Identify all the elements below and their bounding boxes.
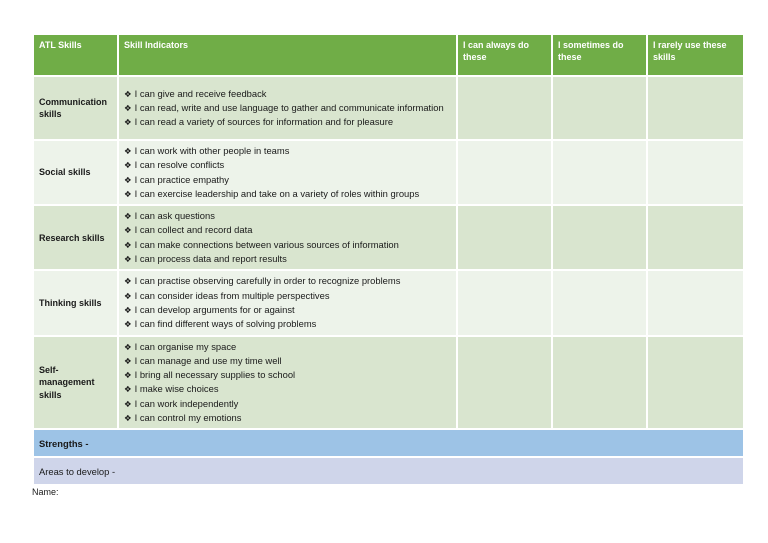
rating-cell-sometimes[interactable] <box>553 141 646 204</box>
header-always: I can always do these <box>458 35 551 75</box>
table-header-row <box>34 35 743 75</box>
skill-indicator <box>124 238 451 252</box>
rating-cell-rarely[interactable] <box>648 271 743 334</box>
diamond-bullet-icon: ❖ <box>124 370 132 381</box>
atl-skills-document <box>34 33 743 497</box>
skill-indicator-text: I can control my emotions <box>134 412 242 424</box>
skill-indicator <box>124 87 451 101</box>
skill-indicator-text: I can read, write and use language to gather and communicate information <box>134 101 444 113</box>
header-atl-skills: ATL Skills <box>34 35 117 75</box>
skill-indicator <box>124 274 451 288</box>
skill-indicators-cell <box>119 271 456 334</box>
diamond-bullet-icon: ❖ <box>124 341 132 352</box>
skill-indicator <box>124 354 451 368</box>
skill-indicator <box>124 411 451 425</box>
diamond-bullet-icon: ❖ <box>124 117 132 128</box>
diamond-bullet-icon: ❖ <box>124 290 132 301</box>
table-row <box>34 141 743 204</box>
skill-indicators-cell <box>119 77 456 139</box>
rating-cell-always[interactable] <box>458 77 551 139</box>
skill-indicator <box>124 303 451 317</box>
atl-skills-table <box>32 33 745 486</box>
atl-skill-name: Thinking skills <box>34 271 117 334</box>
skill-indicator <box>124 382 451 396</box>
diamond-bullet-icon: ❖ <box>124 188 132 199</box>
skill-indicator <box>124 252 451 266</box>
areas-to-develop-label[interactable]: Areas to develop - <box>34 458 743 484</box>
skill-indicator <box>124 397 451 411</box>
skill-indicators-cell <box>119 141 456 204</box>
header-skill-indicators: Skill Indicators <box>119 35 456 75</box>
atl-skill-name: Social skills <box>34 141 117 204</box>
rating-cell-sometimes[interactable] <box>553 206 646 269</box>
diamond-bullet-icon: ❖ <box>124 211 132 222</box>
diamond-bullet-icon: ❖ <box>124 146 132 156</box>
rating-cell-always[interactable] <box>458 271 551 334</box>
skill-indicator-text: I can organise my space <box>134 340 237 352</box>
skill-indicator <box>124 144 451 158</box>
table-row <box>34 206 743 269</box>
skill-indicator-text: I can manage and use my time well <box>134 354 282 366</box>
skill-indicator-text: I bring all necessary supplies to school <box>134 369 296 381</box>
diamond-bullet-icon: ❖ <box>124 384 132 395</box>
rating-cell-rarely[interactable] <box>648 206 743 269</box>
skill-indicator-text: I can give and receive feedback <box>134 87 267 99</box>
diamond-bullet-icon: ❖ <box>124 88 132 99</box>
skill-indicator <box>124 158 451 172</box>
skill-indicator-text: I can process data and report results <box>134 253 287 265</box>
atl-skill-name: Self-management skills <box>34 337 117 429</box>
skill-indicator <box>124 368 451 382</box>
skill-indicator-text: I can ask questions <box>134 210 215 222</box>
diamond-bullet-icon: ❖ <box>124 239 132 250</box>
name-label: Name: <box>32 487 59 498</box>
rating-cell-always[interactable] <box>458 337 551 429</box>
diamond-bullet-icon: ❖ <box>124 254 132 265</box>
skill-indicator <box>124 289 451 303</box>
skill-indicators-cell <box>119 337 456 429</box>
diamond-bullet-icon: ❖ <box>124 276 132 287</box>
diamond-bullet-icon: ❖ <box>124 413 132 424</box>
skill-indicator <box>124 209 451 223</box>
rating-cell-always[interactable] <box>458 206 551 269</box>
rating-cell-sometimes[interactable] <box>553 271 646 334</box>
skill-indicator-text: I can read a variety of sources for information and for pleasure <box>134 116 394 128</box>
table-row <box>34 271 743 334</box>
skill-indicator <box>124 317 451 331</box>
skill-indicator <box>124 340 451 354</box>
diamond-bullet-icon: ❖ <box>124 304 132 315</box>
header-sometimes: I sometimes do these <box>553 35 646 75</box>
skill-indicator-text: I can collect and record data <box>134 224 253 236</box>
header-rarely: I rarely use these skills <box>648 35 743 75</box>
skill-indicator <box>124 115 451 129</box>
atl-skill-name: Research skills <box>34 206 117 269</box>
diamond-bullet-icon: ❖ <box>124 160 132 171</box>
skill-indicator-text: I can make connections between various sources of information <box>134 238 399 250</box>
skill-indicator <box>124 101 451 115</box>
skill-indicator-text: I can consider ideas from multiple perspectives <box>134 289 330 301</box>
areas-to-develop-row <box>34 458 743 484</box>
skill-indicator <box>124 173 451 187</box>
skill-indicator-text: I can find different ways of solving problems <box>134 318 317 330</box>
skill-indicator-text: I can exercise leadership and take on a variety of roles within groups <box>134 187 420 199</box>
skill-indicator-text: I can practice empathy <box>134 173 229 185</box>
diamond-bullet-icon: ❖ <box>124 102 132 113</box>
rating-cell-always[interactable] <box>458 141 551 204</box>
skill-indicator-text: I make wise choices <box>134 383 219 395</box>
diamond-bullet-icon: ❖ <box>124 225 132 236</box>
skill-indicators-cell <box>119 206 456 269</box>
table-row <box>34 77 743 139</box>
rating-cell-rarely[interactable] <box>648 337 743 429</box>
table-row <box>34 337 743 429</box>
skill-indicator-text: I can work independently <box>134 397 239 409</box>
diamond-bullet-icon: ❖ <box>124 398 132 409</box>
skill-indicator <box>124 187 451 201</box>
skill-indicator-text: I can develop arguments for or against <box>134 303 295 315</box>
skill-indicator-text: I can resolve conflicts <box>134 159 225 171</box>
skill-indicator-text: I can work with other people in teams <box>134 145 290 156</box>
strengths-label[interactable]: Strengths - <box>34 430 743 456</box>
rating-cell-rarely[interactable] <box>648 141 743 204</box>
atl-skill-name: Communication skills <box>34 77 117 139</box>
diamond-bullet-icon: ❖ <box>124 174 132 185</box>
rating-cell-rarely[interactable] <box>648 77 743 139</box>
skill-indicator <box>124 223 451 237</box>
rating-cell-sometimes[interactable] <box>553 337 646 429</box>
skill-indicator-text: I can practise observing carefully in order to recognize problems <box>134 275 401 287</box>
rating-cell-sometimes[interactable] <box>553 77 646 139</box>
strengths-row <box>34 430 743 456</box>
diamond-bullet-icon: ❖ <box>124 355 132 366</box>
diamond-bullet-icon: ❖ <box>124 319 132 330</box>
